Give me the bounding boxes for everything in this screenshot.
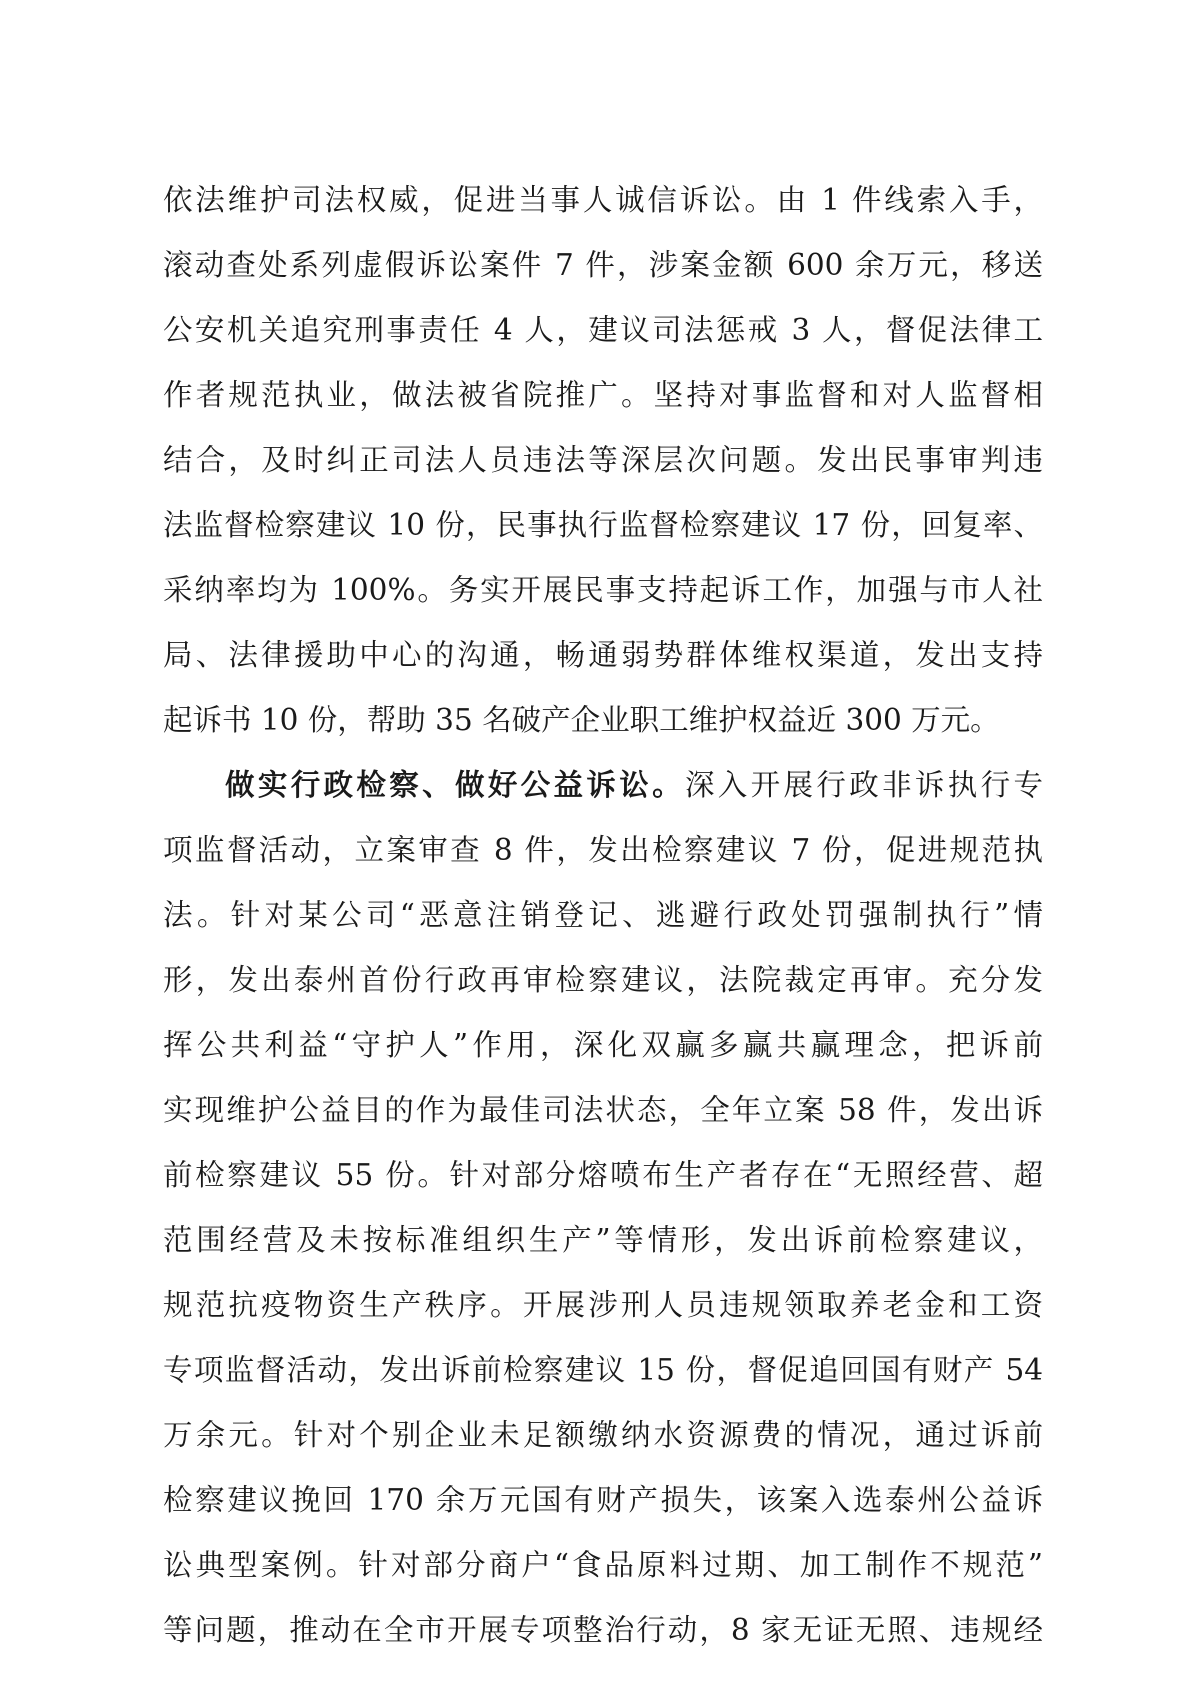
paragraph-heading: 做实行政检察、做好公益诉讼。 bbox=[225, 767, 685, 802]
paragraph-lead-rest: 深入开展行政非诉执行专 bbox=[684, 768, 1043, 802]
text-line: 项监督活动，立案审查 8 件，发出检察建议 7 份，促进规范执 bbox=[163, 833, 1043, 867]
text-line: 采纳率均为 100%。务实开展民事支持起诉工作，加强与市人社 bbox=[163, 573, 1043, 607]
text-line: 万余元。针对个别企业未足额缴纳水资源费的情况，通过诉前 bbox=[163, 1418, 1043, 1452]
text-line: 范围经营及未按标准组织生产”等情形，发出诉前检察建议， bbox=[163, 1223, 1043, 1257]
text-line: 检察建议挽回 170 余万元国有财产损失，该案入选泰州公益诉 bbox=[163, 1483, 1043, 1517]
text-line: 规范抗疫物资生产秩序。开展涉刑人员违规领取养老金和工资 bbox=[163, 1288, 1043, 1322]
text-line: 专项监督活动，发出诉前检察建议 15 份，督促追回国有财产 54 bbox=[163, 1353, 1043, 1387]
text-line: 前检察建议 55 份。针对部分熔喷布生产者存在“无照经营、超 bbox=[163, 1158, 1043, 1192]
text-line: 局、法律援助中心的沟通，畅通弱势群体维权渠道，发出支持 bbox=[163, 638, 1043, 672]
text-line: 挥公共利益“守护人”作用，深化双赢多赢共赢理念，把诉前 bbox=[163, 1028, 1043, 1062]
paragraph-first-line bbox=[225, 755, 1043, 815]
text-line: 公安机关追究刑事责任 4 人，建议司法惩戒 3 人，督促法律工 bbox=[163, 313, 1043, 347]
text-line: 法监督检察建议 10 份，民事执行监督检察建议 17 份，回复率、 bbox=[163, 508, 1043, 542]
text-line: 结合，及时纠正司法人员违法等深层次问题。发出民事审判违 bbox=[163, 443, 1043, 477]
text-line: 讼典型案例。针对部分商户“食品原料过期、加工制作不规范” bbox=[163, 1548, 1043, 1582]
text-line: 依法维护司法权威，促进当事人诚信诉讼。由 1 件线索入手， bbox=[163, 183, 1043, 217]
text-line: 形，发出泰州首份行政再审检察建议，法院裁定再审。充分发 bbox=[163, 963, 1043, 997]
text-line: 法。针对某公司“恶意注销登记、逃避行政处罚强制执行”情 bbox=[163, 898, 1043, 932]
text-line: 作者规范执业，做法被省院推广。坚持对事监督和对人监督相 bbox=[163, 378, 1043, 412]
text-line: 起诉书 10 份，帮助 35 名破产企业职工维护权益近 300 万元。 bbox=[163, 703, 1000, 737]
text-line: 滚动查处系列虚假诉讼案件 7 件，涉案金额 600 余万元，移送 bbox=[163, 248, 1043, 282]
text-line: 等问题，推动在全市开展专项整治行动，8 家无证无照、违规经 bbox=[163, 1613, 1043, 1647]
text-line: 实现维护公益目的作为最佳司法状态，全年立案 58 件，发出诉 bbox=[163, 1093, 1043, 1127]
